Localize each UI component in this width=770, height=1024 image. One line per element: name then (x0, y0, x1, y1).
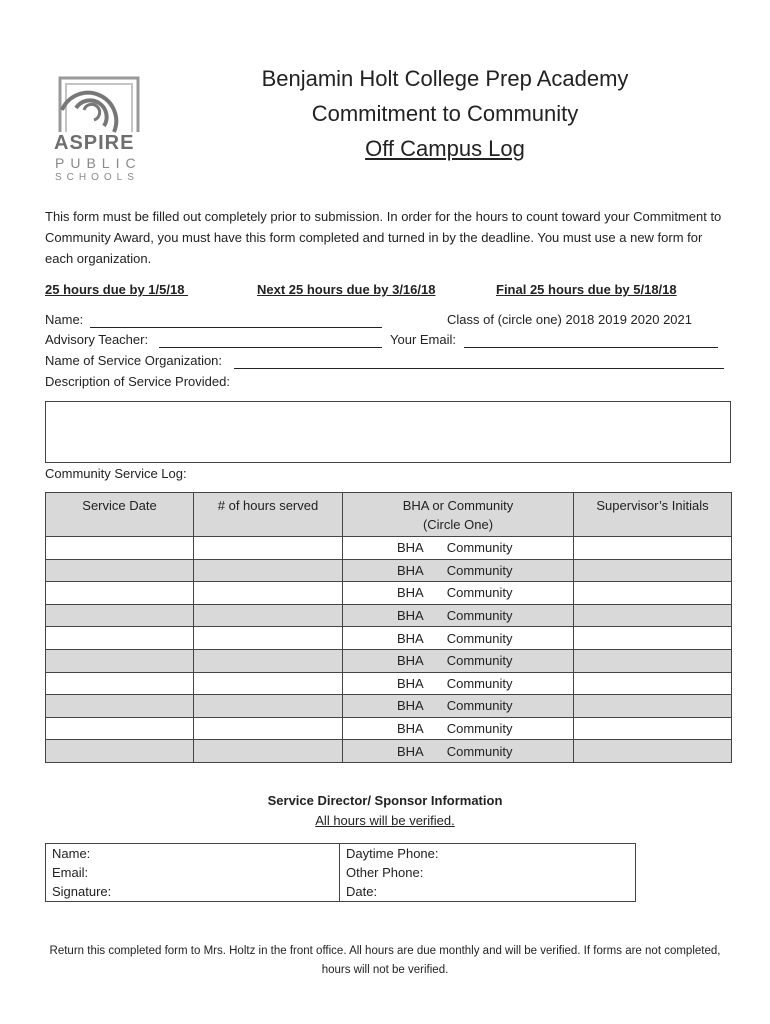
hours-served-cell[interactable] (194, 740, 343, 763)
col-bha-or-community (343, 493, 574, 537)
option-bha[interactable]: BHA (397, 698, 424, 714)
col-service-date: Service Date (46, 493, 194, 537)
table-row (46, 649, 732, 672)
bha-or-community-cell[interactable] (343, 672, 574, 695)
option-bha[interactable]: BHA (397, 675, 424, 691)
name-label: Name: (45, 312, 84, 327)
table-row (46, 604, 732, 627)
hours-served-cell[interactable] (194, 672, 343, 695)
option-community[interactable]: Community (446, 630, 513, 646)
option-bha[interactable]: BHA (397, 721, 424, 737)
hours-served-cell[interactable] (194, 537, 343, 560)
sponsor-other-phone-field[interactable]: Other Phone: (340, 863, 636, 882)
hours-served-cell[interactable] (194, 695, 343, 718)
option-bha[interactable]: BHA (397, 562, 424, 578)
col-supervisor-initials: Supervisor’s Initials (574, 493, 732, 537)
program-title: Commitment to Community (311, 101, 579, 126)
table-row (46, 537, 732, 560)
sponsor-email-field[interactable]: Email: (46, 863, 340, 882)
email-label: Your Email: (390, 332, 456, 347)
deadline-final: Final 25 hours due by 5/18/18 (496, 282, 677, 297)
option-community[interactable]: Community (446, 653, 513, 669)
option-community[interactable]: Community (446, 743, 513, 759)
footer-note: Return this completed form to Mrs. Holtz in the front office. All hours are due monthly and will be verified. If forms are not completed, hours will not be verified. (49, 945, 721, 976)
option-community[interactable]: Community (446, 608, 513, 624)
service-date-cell[interactable] (46, 740, 194, 763)
bha-or-community-cell[interactable] (343, 717, 574, 740)
service-date-cell[interactable] (46, 695, 194, 718)
supervisor-initials-cell[interactable] (574, 695, 732, 718)
logo-schools-text: SCHOOLS (55, 172, 139, 183)
deadline-second: Next 25 hours due by 3/16/18 (257, 282, 436, 297)
bha-or-community-cell[interactable] (343, 740, 574, 763)
bha-or-community-cell[interactable] (343, 559, 574, 582)
log-heading: Community Service Log: (45, 466, 187, 481)
supervisor-initials-cell[interactable] (574, 559, 732, 582)
supervisor-initials-cell[interactable] (574, 537, 732, 560)
advisory-teacher-label: Advisory Teacher: (45, 332, 149, 347)
sponsor-daytime-phone-field[interactable]: Daytime Phone: (340, 844, 636, 864)
sponsor-row (46, 844, 636, 864)
service-date-cell[interactable] (46, 672, 194, 695)
table-row (46, 672, 732, 695)
logo-public-text: PUBLIC (55, 155, 142, 171)
description-box[interactable] (45, 401, 731, 463)
sponsor-section-subtitle: All hours will be verified. (315, 813, 455, 828)
service-date-cell[interactable] (46, 627, 194, 650)
spiral-icon (52, 70, 148, 134)
logo-aspire-text: ASPIRE (54, 132, 135, 154)
form-title: Off Campus Log (365, 136, 525, 161)
instructions-paragraph: This form must be filled out completely prior to submission. In order for the hours to count toward your Commitment to Community Award, you must have this form completed and turned in by the deadline. You must use a new form for each organization. (45, 209, 722, 266)
supervisor-initials-cell[interactable] (574, 649, 732, 672)
bha-or-community-cell[interactable] (343, 627, 574, 650)
supervisor-initials-cell[interactable] (574, 717, 732, 740)
sponsor-signature-field[interactable]: Signature: (46, 882, 340, 902)
hours-served-cell[interactable] (194, 717, 343, 740)
option-bha[interactable]: BHA (397, 630, 424, 646)
table-row (46, 559, 732, 582)
service-organization-label: Name of Service Organization: (45, 353, 223, 368)
service-date-cell[interactable] (46, 717, 194, 740)
col-bha-or-community-title: BHA or Community (402, 498, 514, 513)
service-date-cell[interactable] (46, 582, 194, 605)
supervisor-initials-cell[interactable] (574, 604, 732, 627)
supervisor-initials-cell[interactable] (574, 740, 732, 763)
service-date-cell[interactable] (46, 604, 194, 627)
bha-or-community-cell[interactable] (343, 695, 574, 718)
table-row (46, 717, 732, 740)
option-community[interactable]: Community (446, 698, 513, 714)
advisory-teacher-field[interactable] (159, 347, 382, 348)
option-community[interactable]: Community (446, 675, 513, 691)
school-title: Benjamin Holt College Prep Academy (261, 66, 629, 91)
option-community[interactable]: Community (446, 540, 513, 556)
description-label: Description of Service Provided: (45, 374, 230, 389)
aspire-logo (52, 70, 148, 188)
sponsor-date-field[interactable]: Date: (340, 882, 636, 902)
bha-or-community-cell[interactable] (343, 604, 574, 627)
table-row (46, 695, 732, 718)
option-community[interactable]: Community (446, 562, 513, 578)
option-bha[interactable]: BHA (397, 585, 424, 601)
service-date-cell[interactable] (46, 559, 194, 582)
table-header-row (46, 493, 732, 537)
service-log-table (45, 492, 732, 763)
sponsor-section-title: Service Director/ Sponsor Information (267, 793, 503, 808)
service-organization-field[interactable] (234, 368, 724, 369)
service-date-cell[interactable] (46, 537, 194, 560)
option-bha[interactable]: BHA (397, 743, 424, 759)
bha-or-community-cell[interactable] (343, 649, 574, 672)
sponsor-row (46, 882, 636, 902)
option-community[interactable]: Community (446, 721, 513, 737)
bha-or-community-cell[interactable] (343, 537, 574, 560)
option-bha[interactable]: BHA (397, 540, 424, 556)
log-body (46, 537, 732, 763)
option-bha[interactable]: BHA (397, 608, 424, 624)
option-community[interactable]: Community (446, 585, 513, 601)
hours-served-cell[interactable] (194, 559, 343, 582)
supervisor-initials-cell[interactable] (574, 627, 732, 650)
supervisor-initials-cell[interactable] (574, 672, 732, 695)
sponsor-row (46, 863, 636, 882)
name-field[interactable] (90, 327, 382, 328)
hours-served-cell[interactable] (194, 604, 343, 627)
col-hours-served: # of hours served (194, 493, 343, 537)
sponsor-info-table (45, 843, 636, 902)
bha-or-community-cell[interactable] (343, 582, 574, 605)
deadline-first: 25 hours due by 1/5/18 (45, 282, 189, 297)
hours-served-cell[interactable] (194, 582, 343, 605)
email-field[interactable] (464, 347, 718, 348)
table-row (46, 627, 732, 650)
hours-served-cell[interactable] (194, 649, 343, 672)
table-row (46, 582, 732, 605)
supervisor-initials-cell[interactable] (574, 582, 732, 605)
table-row (46, 740, 732, 763)
option-bha[interactable]: BHA (397, 653, 424, 669)
sponsor-name-field[interactable]: Name: (46, 844, 340, 864)
service-date-cell[interactable] (46, 649, 194, 672)
class-of-label[interactable]: Class of (circle one) 2018 2019 2020 2021 (447, 312, 692, 327)
col-circle-one-note: (Circle One) (422, 517, 494, 532)
hours-served-cell[interactable] (194, 627, 343, 650)
